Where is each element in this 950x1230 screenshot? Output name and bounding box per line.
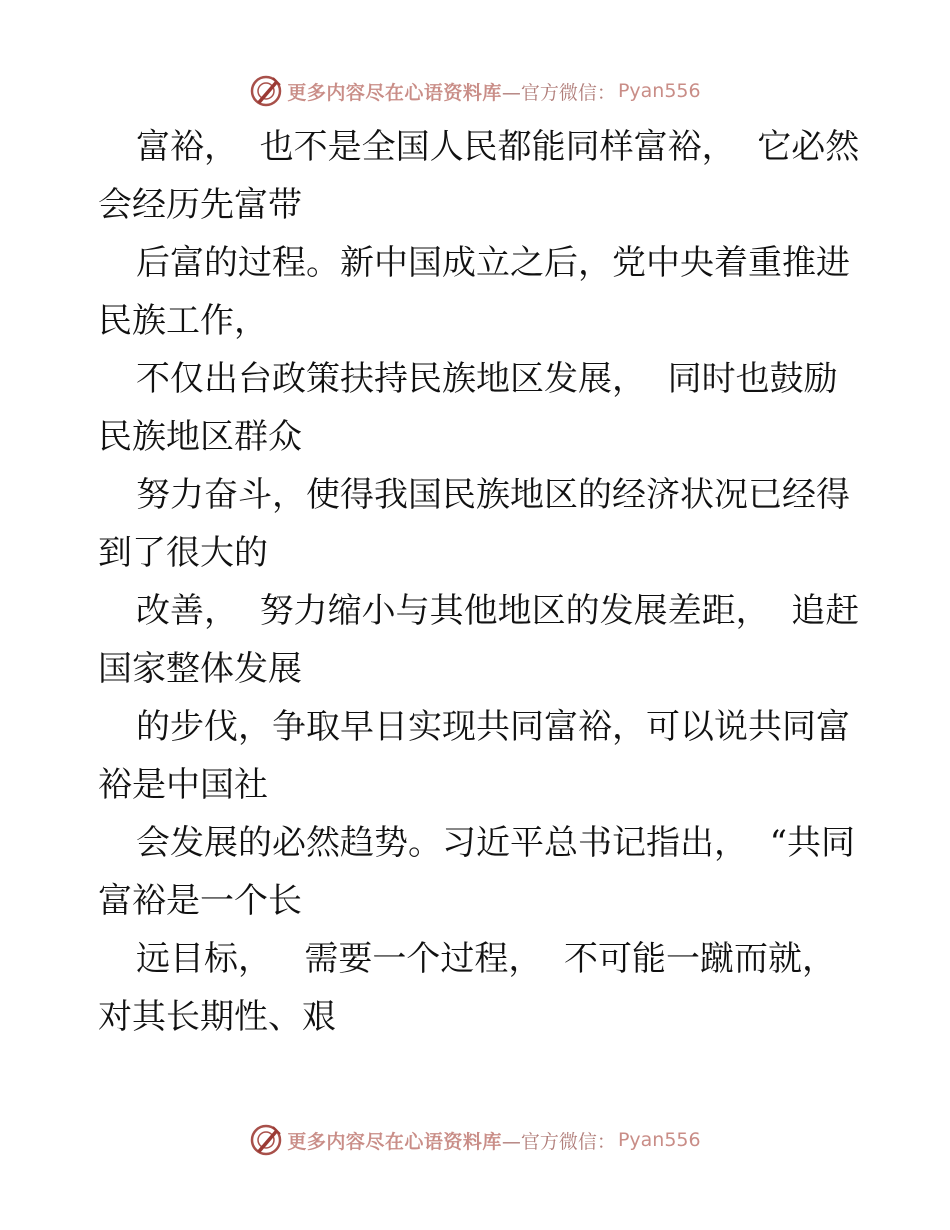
paragraph: [98, 814, 858, 930]
document-body: [98, 118, 858, 1046]
paragraph-continuation: 会经历先富带: [98, 185, 302, 225]
footer-banner: [0, 1120, 950, 1160]
paragraph-continuation: 民族地区群众: [98, 417, 302, 457]
paragraph: [98, 466, 858, 582]
paragraph: [98, 582, 858, 698]
paragraph-first-line: 远目标， 需要一个过程， 不可能一蹴而就，: [136, 939, 837, 979]
paragraph-continuation: 对其长期性、艰: [98, 997, 336, 1037]
paragraph: [98, 234, 858, 350]
quill-seal-logo-icon: [249, 74, 283, 108]
paragraph: [98, 118, 858, 234]
paragraph: [98, 930, 858, 1046]
paragraph-first-line: 后富的过程。新中国成立之后，党中央着重推进: [136, 243, 850, 283]
header-banner: [0, 71, 950, 111]
paragraph: [98, 350, 858, 466]
banner-brand: 更多内容尽在心语资料库: [287, 1130, 502, 1153]
banner-separator: —官方微信：: [501, 81, 616, 104]
paragraph-first-line: 富裕， 也不是全国人民都能同样富裕， 它必然: [136, 127, 860, 167]
paragraph-first-line: 会发展的必然趋势。习近平总书记指出， “共同: [136, 823, 855, 863]
paragraph-first-line: 改善， 努力缩小与其他地区的发展差距， 追赶: [136, 591, 860, 631]
banner-separator: —官方微信：: [501, 1130, 616, 1153]
banner-wechat-id: Pyan556: [617, 1129, 701, 1151]
paragraph-continuation: 国家整体发展: [98, 649, 302, 689]
paragraph-first-line: 不仅出台政策扶持民族地区发展， 同时也鼓励: [136, 359, 838, 399]
paragraph-continuation: 富裕是一个长: [98, 881, 302, 921]
paragraph-continuation: 到了很大的: [98, 533, 268, 573]
paragraph: [98, 698, 858, 814]
banner-brand: 更多内容尽在心语资料库: [287, 81, 502, 104]
banner-wechat-id: Pyan556: [617, 80, 701, 102]
paragraph-continuation: 民族工作，: [98, 301, 268, 341]
paragraph-first-line: 的步伐，争取早日实现共同富裕，可以说共同富: [136, 707, 850, 747]
quill-seal-logo-icon: [249, 1123, 283, 1157]
paragraph-continuation: 裕是中国社: [98, 765, 268, 805]
paragraph-first-line: 努力奋斗，使得我国民族地区的经济状况已经得: [136, 475, 850, 515]
